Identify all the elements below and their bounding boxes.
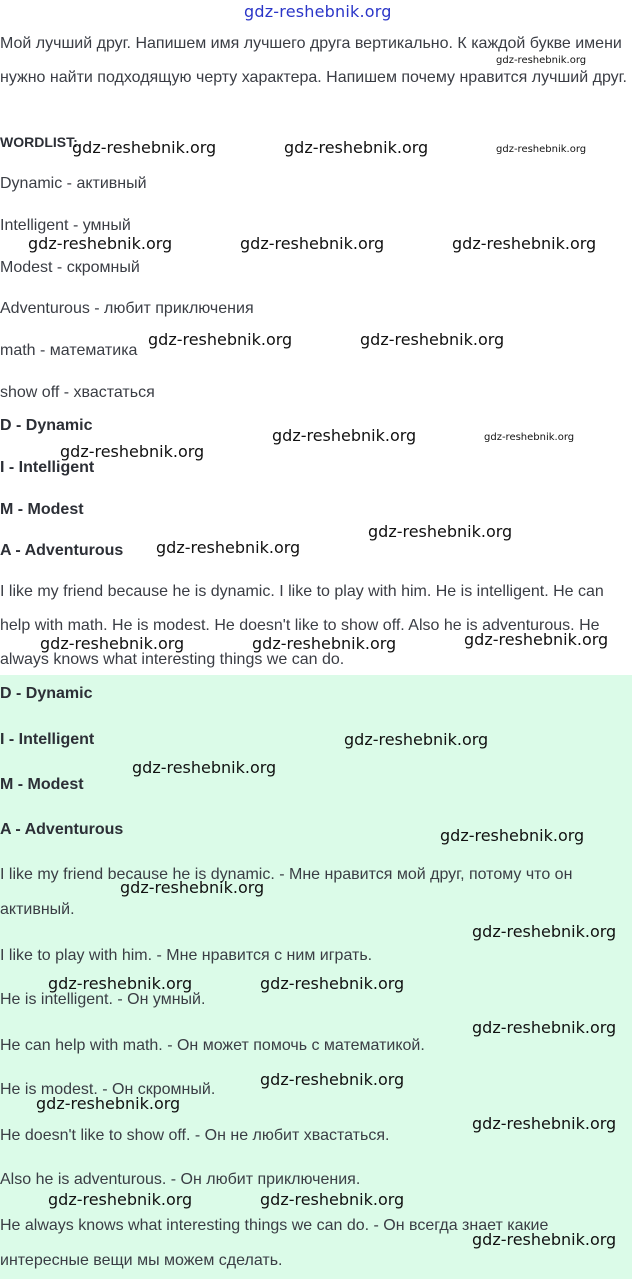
story-paragraph: I like my friend because he is dynamic. I like to play with him. He is intelligent. He can help with math. He is modest. He doesn't like to show off. Also he is adventurous. He always knows what interesting things we can do.	[0, 583, 604, 668]
watermark: gdz-reshebnik.org	[472, 1230, 617, 1249]
watermark: gdz-reshebnik.org	[472, 922, 617, 941]
watermark: gdz-reshebnik.org	[120, 878, 265, 897]
watermark: gdz-reshebnik.org	[344, 730, 489, 749]
translation-7: Also he is adventurous. - Он любит приключения.	[0, 1171, 361, 1188]
watermark: gdz-reshebnik.org	[284, 138, 429, 157]
wordlist-item-intelligent: Intelligent - умный	[0, 217, 131, 234]
acrostic-d: D - Dynamic	[0, 417, 93, 434]
watermark: gdz-reshebnik.org	[156, 538, 301, 557]
watermark: gdz-reshebnik.org	[40, 634, 185, 653]
watermark: gdz-reshebnik.org	[36, 1094, 181, 1113]
translation-2: I like to play with him. - Мне нравится с ним играть.	[0, 947, 373, 964]
translation-1: I like my friend because he is dynamic. - Мне нравится мой друг, потому что он активный.	[0, 866, 573, 918]
watermark: gdz-reshebnik.org	[132, 758, 277, 777]
wordlist-title: WORDLIST:	[0, 134, 78, 150]
wordlist-item-adventurous: Adventurous - любит приключения	[0, 300, 254, 317]
wordlist-item-math: math - математика	[0, 342, 138, 359]
wordlist-item-show-off: show off - хвастаться	[0, 384, 155, 401]
intro-paragraph: Мой лучший друг. Напишем имя лучшего друга вертикально. К каждой букве имени нужно найти подходящую черту характера. Напишем почему нравится лучший друг.	[0, 35, 627, 86]
acrostic-i: I - Intelligent	[0, 459, 95, 476]
watermark: gdz-reshebnik.org	[484, 432, 575, 443]
watermark: gdz-reshebnik.org	[452, 234, 597, 253]
watermark: gdz-reshebnik.org	[472, 1018, 617, 1037]
watermark: gdz-reshebnik.org	[360, 330, 505, 349]
watermark: gdz-reshebnik.org	[28, 234, 173, 253]
answer-acrostic-m: M - Modest	[0, 776, 84, 793]
translation-6: He doesn't like to show off. - Он не любит хвастаться.	[0, 1127, 390, 1144]
watermark: gdz-reshebnik.org	[60, 442, 205, 461]
answer-acrostic-d: D - Dynamic	[0, 685, 93, 702]
watermark: gdz-reshebnik.org	[496, 144, 587, 155]
watermark: gdz-reshebnik.org	[272, 426, 417, 445]
translation-5: He is modest. - Он скромный.	[0, 1081, 216, 1098]
watermark: gdz-reshebnik.org	[260, 974, 405, 993]
acrostic-m: M - Modest	[0, 501, 84, 518]
watermark: gdz-reshebnik.org	[252, 634, 397, 653]
watermark: gdz-reshebnik.org	[260, 1190, 405, 1209]
watermark: gdz-reshebnik.org	[440, 826, 585, 845]
wordlist-item-dynamic: Dynamic - активный	[0, 175, 147, 192]
watermark: gdz-reshebnik.org	[72, 138, 217, 157]
watermark: gdz-reshebnik.org	[472, 1114, 617, 1133]
watermark: gdz-reshebnik.org	[368, 522, 513, 541]
watermark: gdz-reshebnik.org	[260, 1070, 405, 1089]
translation-3: He is intelligent. - Он умный.	[0, 991, 206, 1008]
watermark: gdz-reshebnik.org	[48, 1190, 193, 1209]
watermark: gdz-reshebnik.org	[464, 630, 609, 649]
watermark: gdz-reshebnik.org	[148, 330, 293, 349]
watermark: gdz-reshebnik.org	[496, 55, 587, 66]
wordlist-item-modest: Modest - скромный	[0, 259, 140, 276]
answer-acrostic-a: A - Adventurous	[0, 821, 124, 838]
site-header-logo[interactable]: gdz-reshebnik.org	[244, 2, 392, 21]
answer-acrostic-i: I - Intelligent	[0, 731, 95, 748]
acrostic-a: A - Adventurous	[0, 542, 124, 559]
translation-4: He can help with math. - Он может помочь с математикой.	[0, 1037, 425, 1054]
watermark: gdz-reshebnik.org	[48, 974, 193, 993]
watermark: gdz-reshebnik.org	[240, 234, 385, 253]
translation-8: He always knows what interesting things we can do. - Он всегда знает какие интересные вещи мы можем сделать.	[0, 1217, 549, 1269]
